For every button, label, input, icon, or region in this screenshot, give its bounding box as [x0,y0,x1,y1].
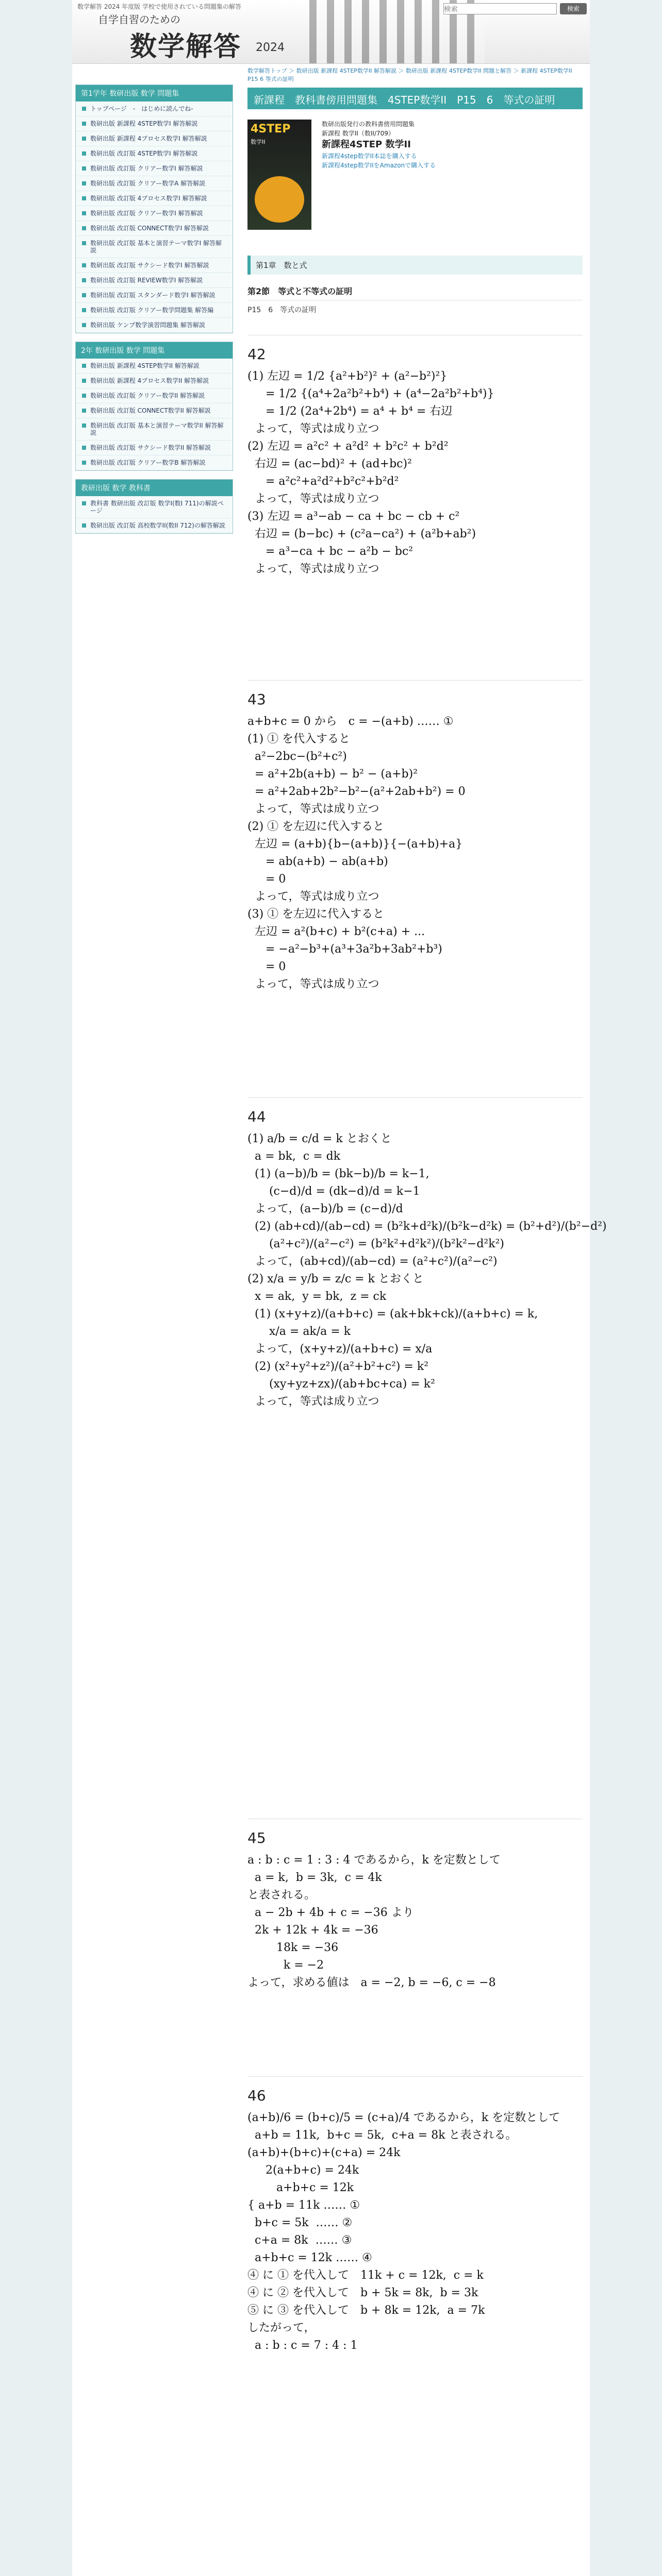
tagline: 自学自習のための [98,13,180,26]
solution-line: b+c = 5k …… ② [247,2216,353,2229]
handwritten-solution [247,2109,583,2354]
sidebar-item[interactable]: 教科書 数研出版 改訂版 数学I(数I 711)の解説ページ [76,496,233,518]
solution-line: 左辺 = a²(b+c) + b²(c+a) + ... [247,925,425,938]
solution-line: 2(a+b+c) = 24k [247,2164,359,2177]
solution-line: (3) ① を左辺に代入すると [247,908,385,921]
solution-line: a+b = 11k, b+c = 5k, c+a = 8k と表される。 [247,2129,517,2142]
sidebar-item[interactable]: 数研出版 改訂版 クリアー数学I 解答解説 [76,161,233,176]
solution-line: と表される。 [247,1889,316,1902]
solution-line: 右辺 = (b−bc) + (c²a−ca²) + (a²b+ab²) [247,528,476,540]
book-cover-image[interactable] [247,120,311,230]
solution-line: = 1/2 {(a⁴+2a²b²+b⁴) + (a⁴−2a²b²+b⁴)} [247,387,494,400]
solution-line: よって，等式は成り立つ [247,890,379,903]
solution-line: = a²+2ab+2b²−b²−(a²+2ab+b²) = 0 [247,785,466,798]
solution-line: よって，等式は成り立つ [247,422,379,435]
solution-line: a : b : c = 1 : 3 : 4 であるから，k を定数として [247,1854,501,1867]
solution-line: (2) 左辺 = a²c² + a²d² + b²c² + b²d² [247,440,449,453]
solution-line: よって，等式は成り立つ [247,803,379,816]
solution-line: 2k + 12k + 4k = −36 [247,1924,378,1937]
solution-line: a = bk, c = dk [247,1150,341,1163]
solution-line: よって，等式は成り立つ [247,493,379,505]
solution-line: = ab(a+b) − ab(a+b) [247,855,388,868]
page [72,0,607,2576]
problem-number: 46 [247,2087,266,2104]
solution-line: 左辺 = (a+b){b−(a+b)}{−(a+b)+a} [247,838,463,851]
solution-line: (2) x/a = y/b = z/c = k とおくと [247,1273,424,1285]
solution-line: a²−2bc−(b²+c²) [247,750,347,763]
book-name: 新課程4STEP 数学II [322,139,411,150]
solution-line: よって，(a−b)/b = (c−d)/d [247,1202,403,1215]
sidebar-item[interactable]: 数研出版 新課程 4STEP数学II 解答解説 [76,359,233,374]
sidebar-item[interactable]: 数研出版 新課程 4プロセス数学II 解答解説 [76,374,233,388]
site-logo[interactable]: 数学解答 [130,31,242,62]
problem-42 [247,335,583,578]
solution-line: k = −2 [247,1959,324,1972]
solution-line: a : b : c = 7 : 4 : 1 [247,2339,358,2352]
solution-line: 18k = −36 [247,1941,339,1954]
sidebar-item[interactable]: 数研出版 ケンプ数学演習問題集 解答解説 [76,318,233,333]
book-info [247,120,583,230]
solution-line: (c−d)/d = (dk−d)/d = k−1 [247,1185,420,1198]
problem-number: 43 [247,691,266,708]
search-button[interactable]: 検索 [560,3,587,14]
sidebar-box-grade2 [75,342,233,471]
sidebar-box-textbook [75,479,233,534]
divider [247,2076,583,2077]
handwritten-solution [247,1852,583,1992]
solution-line: = a²+2b(a+b) − b² − (a+b)² [247,768,418,781]
sidebar-item[interactable]: 数研出版 新課程 4プロセス数学I 解答解説 [76,131,233,146]
sidebar-item[interactable]: 数研出版 改訂版 クリアー数学I 解答解説 [76,206,233,221]
solution-line: a − 2b + 4b + c = −36 より [247,1906,414,1919]
handwritten-solution [247,1130,607,1411]
problem-46 [247,2076,583,2354]
sidebar-item[interactable]: 数研出版 改訂版 クリアー数学A 解答解説 [76,176,233,191]
sidebar-item[interactable]: トップページ - はじめに読んでね- [76,101,233,116]
solution-line: (xy+yz+zx)/(ab+bc+ca) = k² [247,1378,435,1391]
solution-line: ⑤ に ③ を代入して b + 8k = 12k, a = 7k [247,2304,485,2317]
sidebar-item[interactable]: 数研出版 改訂版 クリアー数学B 解答解説 [76,455,233,470]
solution-line: (a²+c²)/(a²−c²) = (b²k²+d²k²)/(b²k²−d²k²) [247,1238,504,1250]
search-input[interactable] [443,3,557,14]
problem-45 [247,1819,583,1992]
main-content [247,67,607,2352]
handwritten-solution [247,368,583,578]
solution-line: (2) (x²+y²+z²)/(a²+b²+c²) = k² [247,1360,429,1373]
solution-line: = 0 [247,873,286,886]
solution-line: (1) (a−b)/b = (bk−b)/b = k−1, [247,1167,429,1180]
solution-line: c+a = 8k …… ③ [247,2234,352,2247]
book-desc: 数研出版発行の教科書傍用問題集 [322,121,415,128]
solution-line: (2) (ab+cd)/(ab−cd) = (b²k+d²k)/(b²k−d²k) = (b²+d²)/(b²−d²) [247,1220,607,1233]
solution-line: x = ak, y = bk, z = ck [247,1290,387,1303]
sidebar-item[interactable]: 数研出版 改訂版 CONNECT数学I 解答解説 [76,221,233,236]
breadcrumb[interactable]: 数学解答トップ ＞ 数研出版 新課程 4STEP数学II 解答解説 ＞ 数研出版 新課程 4STEP数学II 問題と解答 ＞ 新課程 4STEP数学II P15 6 等式の証明 [247,67,572,82]
sidebar-item[interactable]: 数研出版 改訂版 REVIEW数学I 解答解説 [76,273,233,288]
solution-line: ④ に ② を代入して b + 5k = 8k, b = 3k [247,2286,478,2299]
sidebar [75,84,233,542]
problem-44 [247,1097,607,1411]
sidebar-box-title: 2年 数研出版 数学 問題集 [76,342,233,359]
tagline-small: 数学解答 2024 年度版 学校で使用されている問題集の解答 [77,3,241,10]
problem-43 [247,680,583,993]
problem-number: 45 [247,1829,266,1846]
solution-line: = 0 [247,960,286,973]
solution-line: よって，等式は成り立つ [247,563,379,575]
problem-number: 42 [247,346,266,363]
solution-line: a+b+c = 0 から c = −(a+b) …… ① [247,715,454,728]
buy-link-2[interactable]: 新課程4step数学IIをAmazonで購入する [322,162,436,169]
solution-line: よって，(ab+cd)/(ab−cd) = (a²+c²)/(a²−c²) [247,1255,498,1268]
sidebar-item[interactable]: 数研出版 改訂版 サクシード数学II 解答解説 [76,440,233,455]
solution-line: よって，等式は成り立つ [247,1395,379,1408]
sidebar-item[interactable]: 数研出版 改訂版 スタンダード数学I 解答解説 [76,288,233,303]
problem-number: 44 [247,1108,266,1125]
solution-line: よって，(x+y+z)/(a+b+c) = x/a [247,1343,433,1355]
solution-line: よって，求める値は a = −2, b = −6, c = −8 [247,1976,496,1989]
solution-line: 右辺 = (ac−bd)² + (ad+bc)² [247,457,412,470]
sidebar-item[interactable]: 数研出版 改訂版 高校数学II(数II 712)の解答解説 [76,518,233,533]
solution-line: = −a²−b³+(a³+3a²b+3ab²+b³) [247,943,442,956]
solution-line: (3) 左辺 = a³−ab − ca + bc − cb + c² [247,510,460,523]
book-desc-2: 新課程 数学II（数II/709） [322,130,394,137]
sidebar-box-title: 第1学年 数研出版 数学 問題集 [76,85,233,101]
solution-line: = a²c²+a²d²+b²c²+b²d² [247,475,399,488]
solution-line: a = k, b = 3k, c = 4k [247,1871,382,1884]
solution-line: (1) (x+y+z)/(a+b+c) = (ak+bk+ck)/(a+b+c) = k, [247,1308,538,1320]
solution-line: = a³−ca + bc − a²b − bc² [247,545,413,558]
solution-line: a+b+c = 12k …… ④ [247,2251,372,2264]
sidebar-item[interactable]: 数研出版 改訂版 CONNECT数学II 解答解説 [76,403,233,418]
cover-title: 4STEP [251,123,291,135]
section-heading: 第2節 等式と不等式の証明 [247,282,583,300]
chapter-heading: 第1章 数と式 [247,256,583,275]
cover-subtitle: 数学II [251,139,266,145]
handwritten-solution [247,713,583,993]
solution-line: (1) ① を代入すると [247,733,351,745]
sidebar-item[interactable]: 数研出版 改訂版 基本と演習テーマ数学II 解答解説 [76,418,233,440]
sidebar-item[interactable]: 数研出版 改訂版 4プロセス数学I 解答解説 [76,191,233,206]
solution-line: したがって， [247,2321,316,2334]
solution-line: { a+b = 11k …… ① [247,2199,360,2212]
site-year: 2024 [256,41,285,54]
sidebar-box-grade1 [75,84,233,333]
solution-line: = 1/2 (2a⁴+2b⁴) = a⁴ + b⁴ = 右辺 [247,405,453,418]
buy-link-1[interactable]: 新課程4step数学II本誌を購入する [322,152,417,160]
page-title: 新課程 教科書傍用問題集 4STEP数学II P15 6 等式の証明 [247,88,583,109]
solution-line: (a+b)+(b+c)+(c+a) = 24k [247,2146,401,2159]
divider [247,1097,583,1098]
sidebar-item[interactable]: 数研出版 新課程 4STEP数学I 解答解説 [76,116,233,131]
cover-decoration [255,176,304,223]
solution-line: (1) 左辺 = 1/2 {a²+b²)² + (a²−b²)²} [247,370,448,383]
sidebar-item[interactable]: 数研出版 改訂版 クリアー数学II 解答解説 [76,388,233,403]
subsection-heading: P15 6 等式の証明 [247,306,317,314]
solution-line: ④ に ① を代入して 11k + c = 12k, c = k [247,2269,484,2282]
solution-line: (a+b)/6 = (b+c)/5 = (c+a)/4 であるから，k を定数として [247,2111,560,2124]
solution-line: (2) ① を左辺に代入すると [247,820,385,833]
sidebar-item[interactable]: 数研出版 改訂版 サクシード数学I 解答解説 [76,258,233,273]
sidebar-box-title: 教研出版 数学 教科書 [76,480,233,496]
site-header [72,0,590,64]
sidebar-item[interactable]: 数研出版 改訂版 クリアー数学問題集 解答編 [76,303,233,318]
book-details [322,120,436,230]
solution-line: (1) a/b = c/d = k とおくと [247,1132,392,1145]
solution-line: よって，等式は成り立つ [247,978,379,991]
solution-line: a+b+c = 12k [247,2181,354,2194]
sidebar-item[interactable]: 数研出版 改訂版 基本と演習テーマ数学I 解答解説 [76,236,233,258]
sidebar-item[interactable]: 数研出版 改訂版 4STEP数学I 解答解説 [76,146,233,161]
divider [247,680,583,681]
solution-line: x/a = ak/a = k [247,1325,351,1338]
